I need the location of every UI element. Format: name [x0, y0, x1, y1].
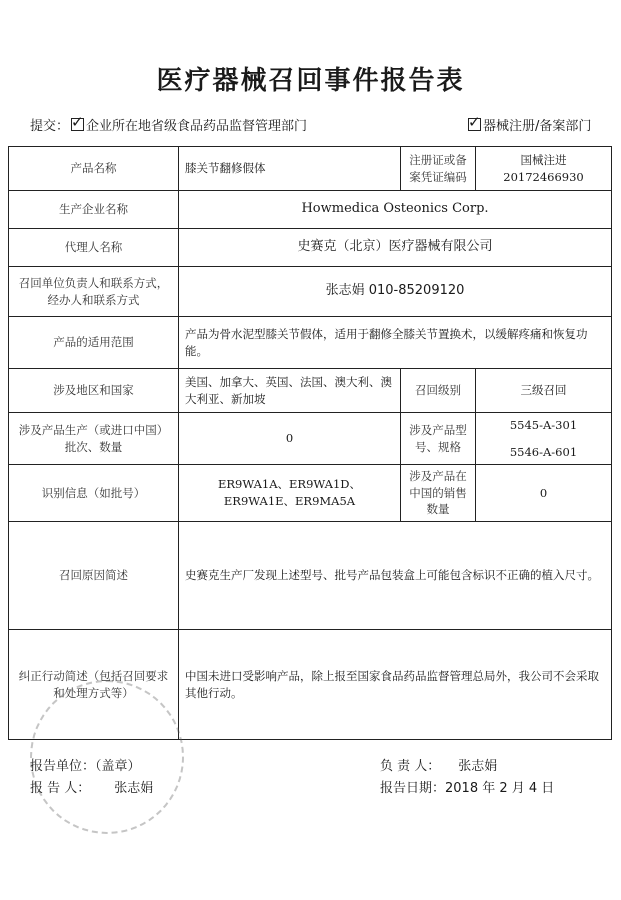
batch-value: 0	[179, 413, 401, 465]
table-row	[9, 522, 612, 630]
level-label: 召回级别	[401, 369, 476, 413]
manufacturer-value: Howmedica Osteonics Corp.	[179, 191, 612, 229]
table-row	[9, 413, 612, 465]
scope-value: 产品为骨水泥型膝关节假体，适用于翻修全膝关节置换术，以缓解疼痛和恢复功能。	[179, 317, 612, 369]
table-row	[9, 191, 612, 229]
id-label: 识别信息（如批号）	[9, 465, 179, 522]
responsible-person	[380, 755, 497, 774]
reg-no-value-line1: 国械注进	[520, 152, 567, 167]
reason-value: 史赛克生产厂发现上述型号、批号产品包装盒上可能包含标识不正确的植入尺寸。	[179, 522, 612, 630]
agent-label: 代理人名称	[9, 229, 179, 267]
product-name-value: 膝关节翻修假体	[179, 147, 401, 191]
model-value	[476, 413, 612, 465]
model-value-line2: 5546-A-601	[509, 444, 578, 459]
region-label: 涉及地区和国家	[9, 369, 179, 413]
report-date	[380, 777, 554, 796]
table-row	[9, 369, 612, 413]
contact-label: 召回单位负责人和联系方式，经办人和联系方式	[9, 267, 179, 317]
checkbox-registration[interactable]	[468, 118, 481, 131]
reg-no-value	[476, 147, 612, 191]
reporter	[30, 777, 153, 796]
page-title: 医疗器械召回事件报告表	[156, 66, 465, 96]
reporter-value: 张志娟	[114, 781, 154, 796]
table-row	[9, 147, 612, 191]
responsible-value: 张志娟	[458, 759, 498, 774]
checkbox-provincial[interactable]	[71, 118, 84, 131]
submit-option-provincial	[30, 115, 307, 134]
reg-no-value-line2: 20172466930	[503, 169, 584, 184]
id-value	[179, 465, 401, 522]
action-value: 中国未进口受影响产品，除上报至国家食品药品监督管理总局外，我公司不会采取其他行动。	[179, 630, 612, 740]
action-label: 纠正行动简述（包括召回要求和处理方式等）	[9, 630, 179, 740]
report-unit-value: （盖章）	[95, 759, 141, 774]
reg-no-label: 注册证或备案凭证编码	[401, 147, 476, 191]
batch-label: 涉及产品生产（或进口中国）批次、数量	[9, 413, 179, 465]
table-row	[9, 229, 612, 267]
report-date-value: 2018 年 2 月 4 日	[445, 781, 555, 796]
reason-label: 召回原因简述	[9, 522, 179, 630]
id-value-line2: ER9WA1E、ER9MA5A	[223, 494, 356, 508]
table-row	[9, 267, 612, 317]
region-value: 美国、加拿大、英国、法国、澳大利、澳大利亚、新加坡	[179, 369, 401, 413]
recall-report-table	[8, 146, 612, 740]
product-name-label: 产品名称	[9, 147, 179, 191]
option-provincial-label: 企业所在地省级食品药品监督管理部门	[86, 119, 308, 134]
option-registration-label: 器械注册/备案部门	[483, 119, 592, 134]
report-date-label: 报告日期：	[380, 781, 446, 796]
model-value-line1: 5545-A-301	[509, 417, 578, 432]
agent-value: 史赛克（北京）医疗器械有限公司	[179, 229, 612, 267]
sales-label: 涉及产品在中国的销售数量	[401, 465, 476, 522]
report-unit-label: 报告单位：	[30, 759, 96, 774]
model-label: 涉及产品型号、规格	[401, 413, 476, 465]
contact-value: 张志娟 010-85209120	[179, 267, 612, 317]
scope-label: 产品的适用范围	[9, 317, 179, 369]
submit-option-registration	[466, 115, 591, 134]
report-unit	[30, 755, 141, 774]
submit-prefix: 提交：	[30, 119, 70, 134]
sales-value: 0	[476, 465, 612, 522]
table-row	[9, 317, 612, 369]
id-value-line1: ER9WA1A、ER9WA1D、	[217, 477, 361, 492]
table-row	[9, 465, 612, 522]
level-value: 三级召回	[476, 369, 612, 413]
submit-to-line	[0, 115, 621, 137]
reporter-label: 报 告 人：	[30, 781, 91, 796]
responsible-label: 负 责 人：	[380, 759, 441, 774]
manufacturer-label: 生产企业名称	[9, 191, 179, 229]
